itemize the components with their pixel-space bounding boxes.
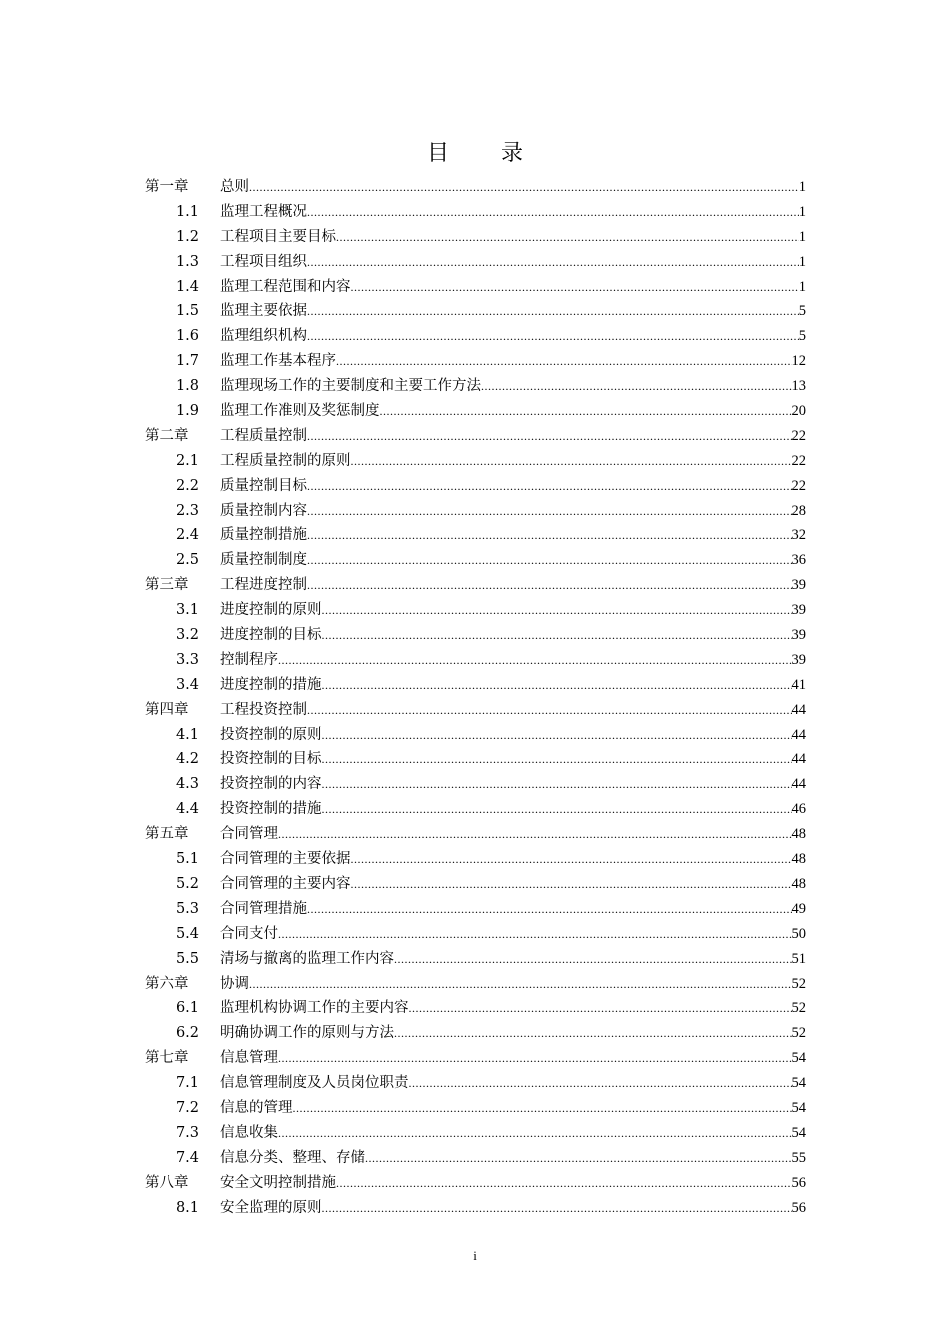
toc-entry-page: 1 <box>798 228 806 245</box>
toc-entry-page: 50 <box>791 925 806 942</box>
toc-dot-leader <box>394 1021 792 1046</box>
toc-section-entry[interactable] <box>145 374 806 399</box>
toc-entry-label: 监理主要依据 <box>220 303 307 320</box>
toc-entry-body <box>220 1146 806 1171</box>
toc-section-entry[interactable] <box>145 523 806 548</box>
toc-entry-page: 36 <box>791 552 806 569</box>
toc-dot-leader <box>322 598 792 623</box>
toc-entry-label: 信息管理 <box>220 1050 278 1067</box>
toc-section-entry[interactable] <box>145 947 806 972</box>
toc-title-char-2: 录 <box>501 141 524 166</box>
toc-section-entry[interactable] <box>145 922 806 947</box>
toc-section-entry[interactable] <box>145 1146 806 1171</box>
toc-dot-leader <box>307 499 792 524</box>
toc-section-entry[interactable] <box>145 648 806 673</box>
toc-entry-page: 49 <box>791 900 806 917</box>
toc-entry-label: 投资控制的措施 <box>220 801 322 818</box>
toc-title-char-1: 目 <box>426 141 449 166</box>
toc-section-entry[interactable] <box>145 499 806 524</box>
toc-dot-leader <box>307 474 792 499</box>
toc-dot-leader <box>307 200 799 225</box>
toc-entry-label: 信息收集 <box>220 1124 278 1141</box>
toc-dot-leader <box>409 996 792 1021</box>
toc-dot-leader <box>394 947 792 972</box>
toc-entry-page: 39 <box>791 651 806 668</box>
toc-entry-number: 4.2 <box>175 751 199 768</box>
toc-entry-label: 投资控制的原则 <box>220 726 322 743</box>
toc-dot-leader <box>380 399 792 424</box>
toc-section-entry[interactable] <box>145 225 806 250</box>
toc-dot-leader <box>322 797 792 822</box>
toc-title <box>0 136 950 167</box>
toc-dot-leader <box>307 424 792 449</box>
toc-entry-page: 44 <box>791 726 806 743</box>
toc-entry-body <box>220 324 806 349</box>
toc-entry-page: 1 <box>798 179 806 195</box>
toc-section-entry[interactable] <box>145 797 806 822</box>
toc-entry-page: 51 <box>791 950 806 967</box>
toc-chapter-entry[interactable] <box>145 573 806 598</box>
toc-entry-page: 13 <box>791 378 806 395</box>
toc-entry-body <box>220 1171 806 1196</box>
toc-entry-number: 5.4 <box>175 925 199 942</box>
toc-entry-label: 合同支付 <box>220 925 278 942</box>
toc-section-entry[interactable] <box>145 872 806 897</box>
toc-entry-label: 合同管理 <box>220 826 278 843</box>
table-of-contents <box>145 175 806 1220</box>
toc-dot-leader <box>409 1071 792 1096</box>
toc-dot-leader <box>307 548 792 573</box>
toc-entry-body <box>220 922 806 947</box>
toc-chapter-entry[interactable] <box>145 822 806 847</box>
toc-entry-body <box>220 947 806 972</box>
toc-dot-leader <box>307 698 792 723</box>
toc-entry-label: 投资控制的目标 <box>220 751 322 768</box>
toc-entry-body <box>220 1096 806 1121</box>
toc-section-entry[interactable] <box>145 474 806 499</box>
toc-chapter-entry[interactable] <box>145 175 806 200</box>
toc-dot-leader <box>278 822 792 847</box>
toc-dot-leader <box>351 449 792 474</box>
toc-entry-number: 1.4 <box>175 278 199 295</box>
toc-entry-page: 52 <box>791 1025 806 1042</box>
toc-entry-page: 46 <box>791 801 806 818</box>
toc-entry-number: 7.3 <box>175 1124 199 1141</box>
toc-entry-number: 4.1 <box>175 726 199 743</box>
toc-entry-number: 8.1 <box>175 1199 199 1216</box>
toc-entry-body <box>220 299 806 324</box>
toc-entry-page: 54 <box>791 1124 806 1141</box>
toc-section-entry[interactable] <box>145 996 806 1021</box>
toc-entry-number: 第二章 <box>145 427 189 444</box>
toc-section-entry[interactable] <box>145 1121 806 1146</box>
toc-entry-body <box>220 1196 806 1221</box>
toc-section-entry[interactable] <box>145 1021 806 1046</box>
toc-entry-page: 22 <box>791 452 806 469</box>
toc-dot-leader <box>307 523 792 548</box>
toc-entry-body <box>220 250 806 275</box>
toc-entry-body <box>220 499 806 524</box>
toc-entry-page: 5 <box>798 328 806 345</box>
toc-entry-body <box>220 598 806 623</box>
toc-dot-leader <box>307 324 799 349</box>
toc-entry-page: 56 <box>791 1199 806 1216</box>
toc-entry-label: 监理工作基本程序 <box>220 353 336 370</box>
toc-dot-leader <box>322 747 792 772</box>
toc-entry-body <box>220 747 806 772</box>
toc-entry-number: 2.4 <box>175 527 199 544</box>
toc-entry-body <box>220 175 806 200</box>
toc-entry-number: 第五章 <box>145 826 189 843</box>
toc-dot-leader <box>322 673 792 698</box>
toc-entry-label: 质量控制制度 <box>220 552 307 569</box>
toc-entry-body <box>220 648 806 673</box>
toc-entry-number: 6.2 <box>175 1025 199 1042</box>
toc-entry-number: 第四章 <box>145 701 189 718</box>
toc-dot-leader <box>278 1121 792 1146</box>
toc-entry-body <box>220 698 806 723</box>
toc-entry-label: 进度控制的目标 <box>220 627 322 644</box>
toc-chapter-entry[interactable] <box>145 424 806 449</box>
toc-entry-label: 信息管理制度及人员岗位职责 <box>220 1075 409 1092</box>
toc-entry-label: 监理现场工作的主要制度和主要工作方法 <box>220 378 481 395</box>
toc-dot-leader <box>481 374 792 399</box>
toc-entry-number: 3.4 <box>175 676 199 693</box>
toc-entry-body <box>220 623 806 648</box>
toc-entry-body <box>220 523 806 548</box>
toc-section-entry[interactable] <box>145 747 806 772</box>
toc-entry-label: 投资控制的内容 <box>220 776 322 793</box>
toc-section-entry[interactable] <box>145 897 806 922</box>
toc-entry-page: 44 <box>791 701 806 718</box>
toc-entry-page: 20 <box>791 403 806 420</box>
toc-section-entry[interactable] <box>145 1096 806 1121</box>
toc-entry-body <box>220 1046 806 1071</box>
toc-entry-page: 44 <box>791 751 806 768</box>
toc-entry-page: 22 <box>791 477 806 494</box>
toc-entry-body <box>220 847 806 872</box>
toc-entry-page: 41 <box>791 676 806 693</box>
toc-dot-leader <box>322 723 792 748</box>
toc-entry-body <box>220 200 806 225</box>
toc-entry-number: 1.1 <box>175 203 199 220</box>
toc-entry-body <box>220 897 806 922</box>
toc-entry-number: 7.4 <box>175 1149 199 1166</box>
toc-entry-body <box>220 548 806 573</box>
toc-entry-number: 第一章 <box>145 179 189 195</box>
toc-dot-leader <box>249 972 792 997</box>
toc-entry-label: 质量控制措施 <box>220 527 307 544</box>
toc-entry-body <box>220 573 806 598</box>
toc-entry-label: 安全文明控制措施 <box>220 1174 336 1191</box>
toc-entry-label: 进度控制的措施 <box>220 676 322 693</box>
toc-entry-page: 55 <box>791 1149 806 1166</box>
toc-dot-leader <box>307 250 799 275</box>
toc-section-entry[interactable] <box>145 623 806 648</box>
toc-entry-number: 7.2 <box>175 1099 199 1116</box>
toc-entry-label: 工程项目主要目标 <box>220 228 336 245</box>
toc-entry-body <box>220 772 806 797</box>
toc-entry-page: 1 <box>798 203 806 220</box>
toc-entry-number: 1.2 <box>175 228 199 245</box>
toc-section-entry[interactable] <box>145 847 806 872</box>
toc-entry-number: 1.3 <box>175 253 199 270</box>
toc-entry-body <box>220 424 806 449</box>
toc-entry-number: 7.1 <box>175 1075 199 1092</box>
toc-entry-number: 5.3 <box>175 900 199 917</box>
toc-entry-page: 39 <box>791 602 806 619</box>
toc-entry-label: 信息的管理 <box>220 1099 293 1116</box>
toc-entry-label: 工程质量控制的原则 <box>220 452 351 469</box>
toc-section-entry[interactable] <box>145 772 806 797</box>
toc-section-entry[interactable] <box>145 548 806 573</box>
toc-entry-number: 4.3 <box>175 776 199 793</box>
toc-chapter-entry[interactable] <box>145 698 806 723</box>
toc-entry-page: 39 <box>791 627 806 644</box>
toc-entry-label: 质量控制目标 <box>220 477 307 494</box>
toc-entry-number: 3.3 <box>175 651 199 668</box>
toc-dot-leader <box>322 1196 792 1221</box>
toc-entry-body <box>220 474 806 499</box>
toc-entry-page: 12 <box>791 353 806 370</box>
toc-entry-label: 质量控制内容 <box>220 502 307 519</box>
toc-entry-label: 监理工作准则及奖惩制度 <box>220 403 380 420</box>
toc-dot-leader <box>278 648 792 673</box>
toc-entry-number: 第八章 <box>145 1174 189 1191</box>
toc-entry-number: 2.1 <box>175 452 199 469</box>
toc-entry-number: 5.5 <box>175 950 199 967</box>
toc-entry-body <box>220 972 806 997</box>
toc-entry-number: 1.8 <box>175 378 199 395</box>
toc-section-entry[interactable] <box>145 299 806 324</box>
toc-entry-label: 清场与撤离的监理工作内容 <box>220 950 394 967</box>
toc-entry-label: 监理组织机构 <box>220 328 307 345</box>
toc-section-entry[interactable] <box>145 399 806 424</box>
toc-entry-body <box>220 399 806 424</box>
toc-entry-body <box>220 349 806 374</box>
toc-entry-page: 44 <box>791 776 806 793</box>
toc-dot-leader <box>351 275 799 300</box>
toc-dot-leader <box>307 573 792 598</box>
toc-entry-body <box>220 996 806 1021</box>
toc-entry-label: 信息分类、整理、存储 <box>220 1149 365 1166</box>
toc-entry-number: 5.2 <box>175 875 199 892</box>
toc-dot-leader <box>307 299 799 324</box>
toc-entry-page: 48 <box>791 875 806 892</box>
toc-dot-leader <box>351 847 792 872</box>
toc-entry-number: 1.6 <box>175 328 199 345</box>
toc-dot-leader <box>278 1046 792 1071</box>
toc-entry-label: 合同管理措施 <box>220 900 307 917</box>
toc-entry-body <box>220 1071 806 1096</box>
toc-entry-page: 48 <box>791 826 806 843</box>
toc-entry-body <box>220 1121 806 1146</box>
toc-entry-number: 2.5 <box>175 552 199 569</box>
toc-section-entry[interactable] <box>145 275 806 300</box>
toc-entry-page: 39 <box>791 577 806 594</box>
toc-entry-page: 1 <box>798 278 806 295</box>
toc-entry-label: 进度控制的原则 <box>220 602 322 619</box>
toc-entry-number: 3.2 <box>175 627 199 644</box>
toc-entry-page: 5 <box>798 303 806 320</box>
toc-dot-leader <box>322 623 792 648</box>
toc-entry-page: 1 <box>798 253 806 270</box>
page-footer-number: i <box>473 1248 477 1263</box>
toc-entry-label: 工程投资控制 <box>220 701 307 718</box>
toc-chapter-entry[interactable] <box>145 972 806 997</box>
toc-entry-page: 54 <box>791 1099 806 1116</box>
toc-dot-leader <box>278 922 792 947</box>
toc-dot-leader <box>336 225 799 250</box>
toc-section-entry[interactable] <box>145 250 806 275</box>
toc-entry-number: 2.3 <box>175 502 199 519</box>
toc-entry-label: 明确协调工作的原则与方法 <box>220 1025 394 1042</box>
toc-entry-label: 安全监理的原则 <box>220 1199 322 1216</box>
toc-dot-leader <box>307 897 792 922</box>
toc-entry-label: 合同管理的主要依据 <box>220 851 351 868</box>
toc-entry-page: 54 <box>791 1075 806 1092</box>
toc-section-entry[interactable] <box>145 673 806 698</box>
toc-entry-page: 32 <box>791 527 806 544</box>
toc-entry-page: 28 <box>791 502 806 519</box>
toc-section-entry[interactable] <box>145 1196 806 1221</box>
toc-entry-label: 控制程序 <box>220 651 278 668</box>
toc-section-entry[interactable] <box>145 349 806 374</box>
toc-section-entry[interactable] <box>145 449 806 474</box>
toc-entry-number: 第六章 <box>145 975 189 992</box>
toc-entry-label: 工程项目组织 <box>220 253 307 270</box>
toc-entry-body <box>220 673 806 698</box>
toc-entry-page: 22 <box>791 427 806 444</box>
toc-dot-leader <box>293 1096 792 1121</box>
toc-section-entry[interactable] <box>145 598 806 623</box>
toc-entry-number: 1.5 <box>175 303 199 320</box>
toc-entry-label: 监理工程范围和内容 <box>220 278 351 295</box>
toc-section-entry[interactable] <box>145 1071 806 1096</box>
toc-entry-page: 54 <box>791 1050 806 1067</box>
toc-dot-leader <box>365 1146 792 1171</box>
toc-entry-number: 6.1 <box>175 1000 199 1017</box>
toc-entry-number: 3.1 <box>175 602 199 619</box>
toc-entry-page: 52 <box>791 1000 806 1017</box>
toc-section-entry[interactable] <box>145 324 806 349</box>
toc-dot-leader <box>322 772 792 797</box>
toc-entry-label: 监理机构协调工作的主要内容 <box>220 1000 409 1017</box>
toc-entry-number: 第三章 <box>145 577 189 594</box>
toc-entry-number: 4.4 <box>175 801 199 818</box>
toc-section-entry[interactable] <box>145 723 806 748</box>
toc-entry-label: 监理工程概况 <box>220 203 307 220</box>
toc-entry-number: 5.1 <box>175 851 199 868</box>
toc-entry-body <box>220 374 806 399</box>
toc-entry-label: 工程进度控制 <box>220 577 307 594</box>
toc-entry-number: 1.9 <box>175 403 199 420</box>
toc-entry-label: 合同管理的主要内容 <box>220 875 351 892</box>
toc-entry-label: 协调 <box>220 975 249 992</box>
toc-entry-body <box>220 449 806 474</box>
toc-dot-leader <box>351 872 792 897</box>
toc-dot-leader <box>249 175 799 200</box>
toc-entry-number: 第七章 <box>145 1050 189 1067</box>
toc-chapter-entry[interactable] <box>145 1046 806 1071</box>
toc-section-entry[interactable] <box>145 200 806 225</box>
toc-dot-leader <box>336 1171 792 1196</box>
toc-entry-body <box>220 822 806 847</box>
toc-entry-page: 56 <box>791 1174 806 1191</box>
toc-dot-leader <box>336 349 792 374</box>
toc-entry-body <box>220 225 806 250</box>
toc-entry-body <box>220 1021 806 1046</box>
toc-entry-page: 52 <box>791 975 806 992</box>
toc-entry-body <box>220 723 806 748</box>
toc-entry-body <box>220 275 806 300</box>
toc-entry-body <box>220 872 806 897</box>
toc-entry-page: 48 <box>791 851 806 868</box>
toc-entry-label: 工程质量控制 <box>220 427 307 444</box>
toc-chapter-entry[interactable] <box>145 1171 806 1196</box>
toc-entry-number: 2.2 <box>175 477 199 494</box>
toc-entry-label: 总则 <box>220 179 249 195</box>
toc-entry-number: 1.7 <box>175 353 199 370</box>
toc-entry-body <box>220 797 806 822</box>
